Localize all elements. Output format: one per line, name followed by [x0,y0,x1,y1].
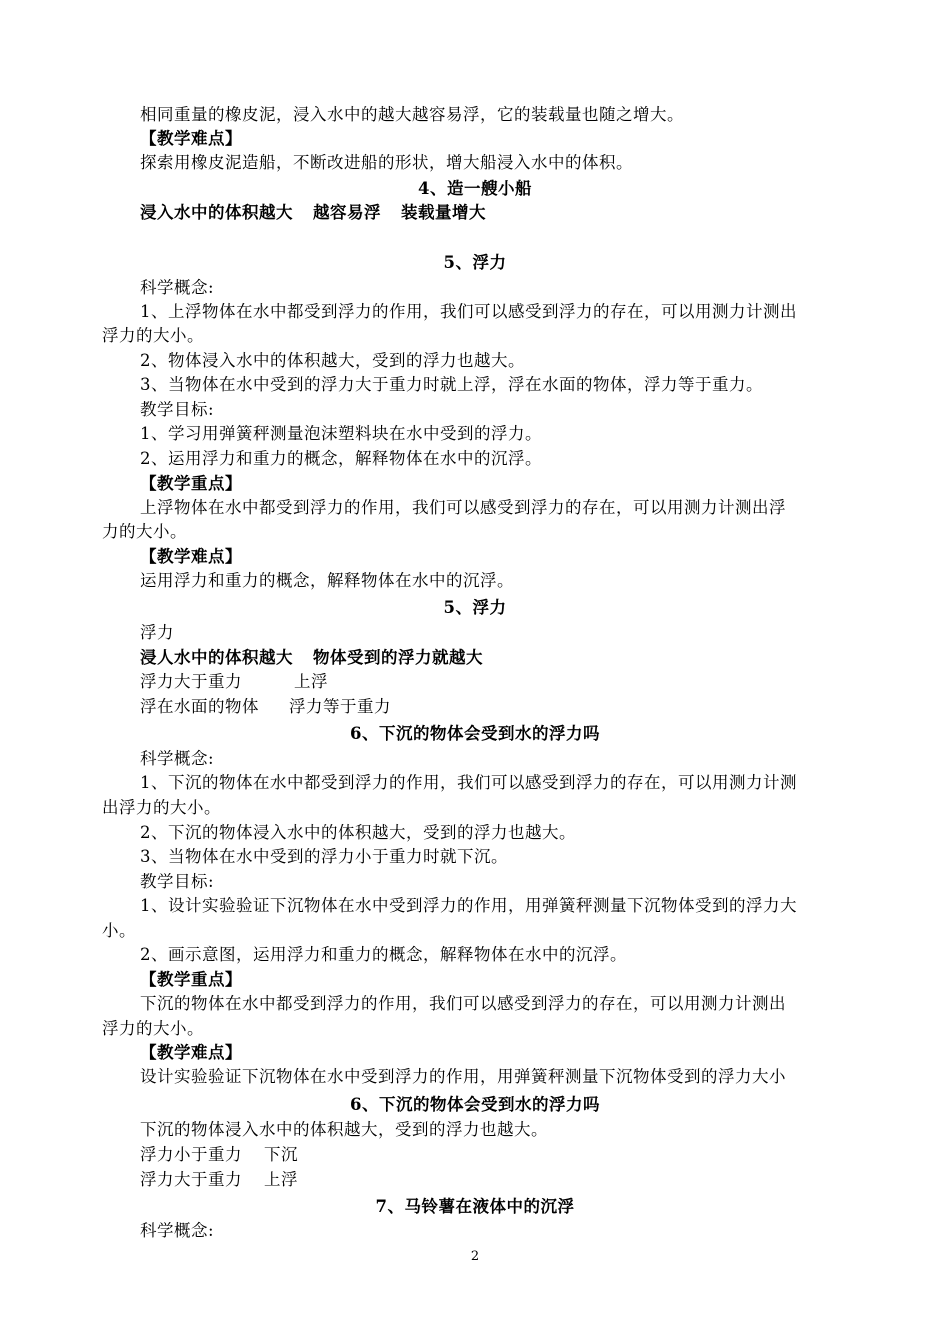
board-line [140,201,486,225]
board-line [140,695,391,719]
board-text: 浮在水面的物体 [140,697,259,716]
paragraph-line: 相同重量的橡皮泥，浸入水中的越大越容易浮，它的装载量也随之增大。 [140,105,684,124]
paragraph-line: 3、当物体在水中受到的浮力小于重力时就下沉。 [140,847,508,866]
paragraph-line: 2、画示意图，运用浮力和重力的概念，解释物体在水中的沉浮。 [140,945,627,964]
paragraph-line: 探索用橡皮泥造船，不断改进船的形状，增大船浸入水中的体积。 [140,153,633,172]
board-text: 越容易浮 [313,203,381,222]
board-line [140,1143,298,1167]
board-text: 浸入水中的体积越大 [140,203,293,222]
lesson-title: 7、马铃薯在液体中的沉浮 [375,1197,575,1216]
board-line [140,646,483,670]
paragraph-line: 浮力的大小。 [102,1019,204,1038]
section-heading: 【教学难点】 [140,1043,242,1062]
section-heading: 【教学难点】 [140,547,242,566]
paragraph-line: 3、当物体在水中受到的浮力大于重力时就上浮，浮在水面的物体，浮力等于重力。 [140,375,763,394]
board-line [140,1168,298,1192]
paragraph-line: 小。 [102,921,136,940]
paragraph-line: 2、运用浮力和重力的概念，解释物体在水中的沉浮。 [140,449,542,468]
section-heading: 【教学重点】 [140,474,242,493]
board-text: 上浮 [264,1170,298,1189]
paragraph-line: 科学概念: [140,749,215,768]
paragraph-line: 1、学习用弹簧秤测量泡沫塑料块在水中受到的浮力。 [140,424,542,443]
board-text: 浮力大于重力 [140,1170,242,1189]
lesson-title: 5、浮力 [443,598,507,617]
lesson-title: 6、下沉的物体会受到水的浮力吗 [350,724,600,743]
page-number: 2 [470,1249,480,1264]
lesson-title: 4、造一艘小船 [418,179,532,198]
paragraph-line: 科学概念: [140,278,215,297]
paragraph-line: 力的大小。 [102,522,187,541]
paragraph-line: 浮力的大小。 [102,326,204,345]
board-text: 物体受到的浮力就越大 [313,648,483,667]
board-line [140,670,328,694]
paragraph-line: 设计实验验证下沉物体在水中受到浮力的作用，用弹簧秤测量下沉物体受到的浮力大小 [140,1067,786,1086]
paragraph-line: 1、上浮物体在水中都受到浮力的作用，我们可以感受到浮力的存在，可以用测力计测出 [140,302,797,321]
board-text: 装载量增大 [401,203,486,222]
paragraph-line: 2、下沉的物体浸入水中的体积越大，受到的浮力也越大。 [140,823,576,842]
board-text: 浮力小于重力 [140,1145,242,1164]
board-text: 下沉 [264,1145,298,1164]
lesson-title: 6、下沉的物体会受到水的浮力吗 [350,1095,600,1114]
board-text: 浮力等于重力 [289,697,391,716]
board-text: 上浮 [294,672,328,691]
board-line: 下沉的物体浸入水中的体积越大，受到的浮力也越大。 [140,1120,548,1139]
paragraph-line: 1、下沉的物体在水中都受到浮力的作用，我们可以感受到浮力的存在，可以用测力计测 [140,773,797,792]
board-text: 浮力大于重力 [140,672,242,691]
paragraph-line: 下沉的物体在水中都受到浮力的作用，我们可以感受到浮力的存在，可以用测力计测出 [140,994,786,1013]
paragraph-line: 上浮物体在水中都受到浮力的作用，我们可以感受到浮力的存在，可以用测力计测出浮 [140,498,786,517]
board-text: 浸人水中的体积越大 [140,648,293,667]
board-line: 浮力 [140,623,174,642]
lesson-title: 5、浮力 [443,253,507,272]
section-heading: 【教学重点】 [140,970,242,989]
paragraph-line: 运用浮力和重力的概念，解释物体在水中的沉浮。 [140,571,514,590]
paragraph-line: 教学目标: [140,872,215,891]
paragraph-line: 1、设计实验验证下沉物体在水中受到浮力的作用，用弹簧秤测量下沉物体受到的浮力大 [140,896,797,915]
paragraph-line: 2、物体浸入水中的体积越大，受到的浮力也越大。 [140,351,525,370]
paragraph-line: 教学目标: [140,400,215,419]
paragraph-line: 科学概念: [140,1221,215,1240]
paragraph-line: 出浮力的大小。 [102,798,221,817]
section-heading: 【教学难点】 [140,129,242,148]
